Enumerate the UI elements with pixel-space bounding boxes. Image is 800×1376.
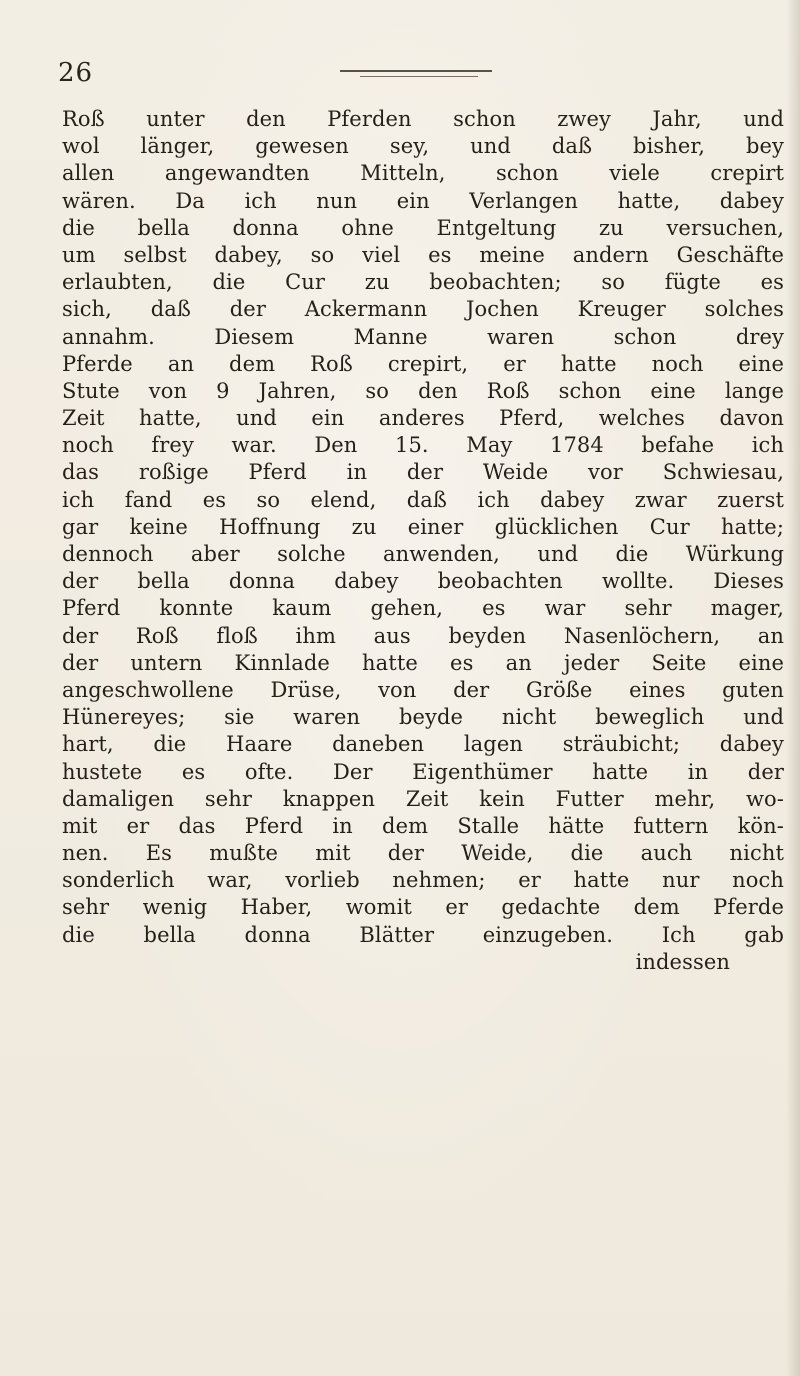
text-line: angeschwollene Drüse, von der Größe eines guten <box>62 677 784 702</box>
catchword: indessen <box>635 949 730 974</box>
text-line: sich, daß der Ackermann Jochen Kreuger solches <box>62 297 784 322</box>
text-line: sehr wenig Haber, womit er gedachte dem Pferde <box>62 895 784 920</box>
text-line: der Roß floß ihm aus beyden Nasenlöchern, an <box>62 623 784 648</box>
text-line: Pferde an dem Roß crepirt, er hatte noch eine <box>62 351 784 376</box>
text-line: Stute von 9 Jahren, so den Roß schon eine lange <box>62 378 784 403</box>
text-line: noch frey war. Den 15. May 1784 befahe ich <box>62 433 784 458</box>
text-line: die bella donna ohne Entgeltung zu versuchen, <box>62 215 784 240</box>
text-line: ich fand es so elend, daß ich dabey zwar zuerst <box>62 487 784 512</box>
text-line: sonderlich war, vorlieb nehmen; er hatte nur noch <box>62 868 784 893</box>
text-line: erlaubten, die Cur zu beobachten; so fügte es <box>62 270 784 295</box>
text-line: der untern Kinnlade hatte es an jeder Seite eine <box>62 650 784 675</box>
text-line: wol länger, gewesen sey, und daß bisher, bey <box>62 134 784 159</box>
header-rule-secondary <box>360 76 478 77</box>
header-rule <box>340 70 492 72</box>
text-line: um selbst dabey, so viel es meine andern Geschäfte <box>62 242 784 267</box>
text-line: die bella donna Blätter einzugeben. Ich gab <box>62 922 784 947</box>
text-line: mit er das Pferd in dem Stalle hätte futtern kön- <box>62 813 784 838</box>
text-line: Hünereyes; sie waren beyde nicht beweglich und <box>62 705 784 730</box>
text-line: das roßige Pferd in der Weide vor Schwiesau, <box>62 460 784 485</box>
text-line: Zeit hatte, und ein anderes Pferd, welches davon <box>62 406 784 431</box>
text-line: hart, die Haare daneben lagen sträubicht; dabey <box>62 732 784 757</box>
text-line: der bella donna dabey beobachten wollte. Dieses <box>62 569 784 594</box>
text-line: wären. Da ich nun ein Verlangen hatte, dabey <box>62 188 784 213</box>
text-line: Pferd konnte kaum gehen, es war sehr mager, <box>62 596 784 621</box>
page-edge-shadow <box>786 0 800 1376</box>
text-line: damaligen sehr knappen Zeit kein Futter mehr, wo- <box>62 786 784 811</box>
text-line: gar keine Hoffnung zu einer glücklichen Cur hatte; <box>62 514 784 539</box>
text-line: Roß unter den Pferden schon zwey Jahr, und <box>62 107 784 131</box>
text-line: annahm. Diesem Manne waren schon drey <box>62 324 784 349</box>
text-line: hustete es ofte. Der Eigenthümer hatte in der <box>62 759 784 784</box>
text-line: dennoch aber solche anwenden, und die Würkung <box>62 542 784 566</box>
page-number: 26 <box>58 58 94 88</box>
text-line: allen angewandten Mitteln, schon viele crepirt <box>62 161 784 186</box>
body-text <box>62 106 784 976</box>
text-line: nen. Es mußte mit der Weide, die auch nicht <box>62 841 784 866</box>
